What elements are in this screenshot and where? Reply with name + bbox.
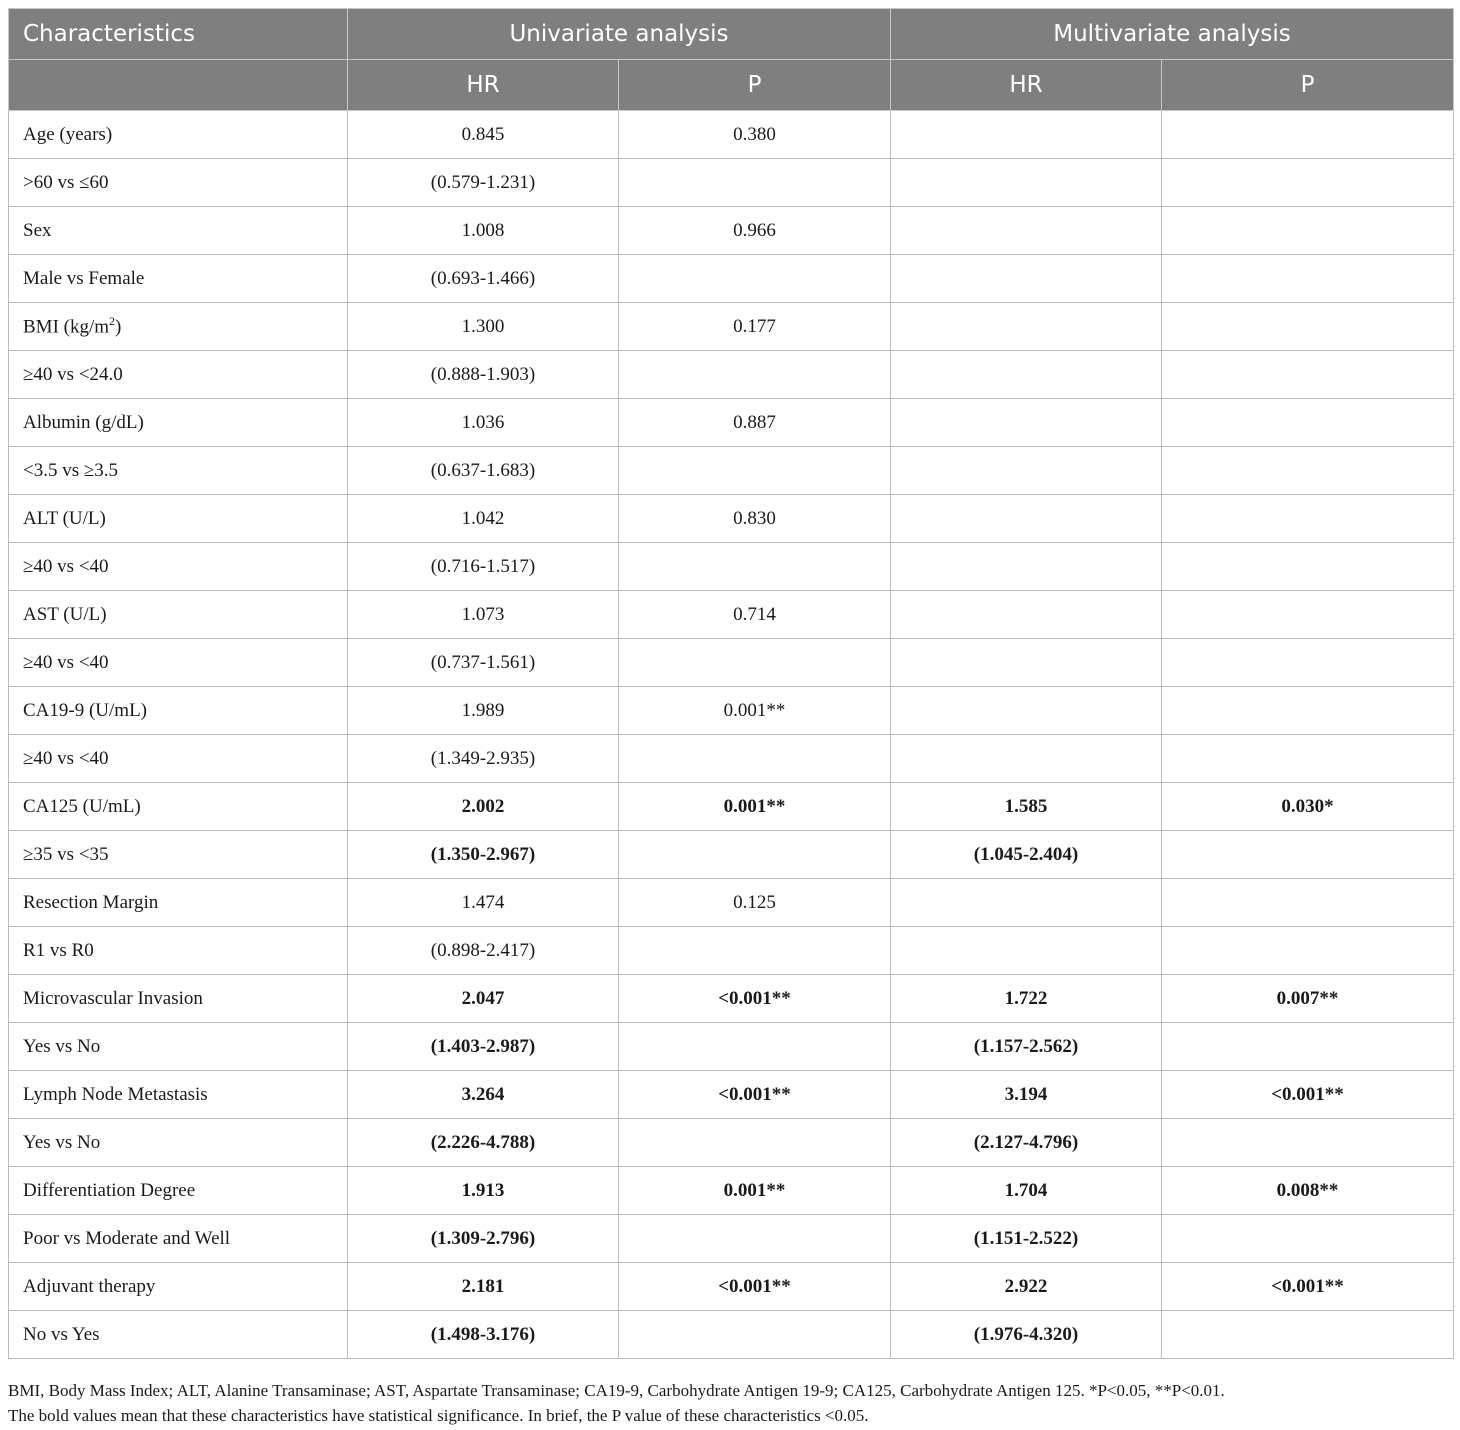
- univariate-p-cell: [619, 1119, 891, 1167]
- row-label: Lymph Node Metastasis: [9, 1071, 348, 1119]
- table-row: [9, 1311, 1454, 1359]
- multivariate-hr-cell: 2.922: [891, 1263, 1162, 1311]
- multivariate-hr-cell: (1.045-2.404): [891, 831, 1162, 879]
- univariate-p-cell: 0.887: [619, 399, 891, 447]
- univariate-hr-cell: 1.036: [348, 399, 619, 447]
- multivariate-p-cell: 0.007**: [1162, 975, 1454, 1023]
- multivariate-hr-cell: 1.585: [891, 783, 1162, 831]
- multivariate-p-cell: [1162, 495, 1454, 543]
- table-row: [9, 1215, 1454, 1263]
- multivariate-p-cell: [1162, 591, 1454, 639]
- univariate-hr-cell: (1.350-2.967): [348, 831, 619, 879]
- univariate-p-cell: <0.001**: [619, 1071, 891, 1119]
- univariate-hr-cell: (0.579-1.231): [348, 159, 619, 207]
- table-body: [9, 111, 1454, 1359]
- table-row: [9, 687, 1454, 735]
- table-row: [9, 255, 1454, 303]
- results-table-container: [8, 8, 1453, 1359]
- multivariate-p-cell: [1162, 1119, 1454, 1167]
- multivariate-p-cell: [1162, 399, 1454, 447]
- univariate-p-cell: [619, 351, 891, 399]
- univariate-p-cell: [619, 1311, 891, 1359]
- univariate-p-cell: [619, 543, 891, 591]
- header-univariate-hr: HR: [348, 60, 619, 111]
- row-label: Poor vs Moderate and Well: [9, 1215, 348, 1263]
- header-univariate-p: P: [619, 60, 891, 111]
- multivariate-p-cell: 0.008**: [1162, 1167, 1454, 1215]
- multivariate-hr-cell: [891, 543, 1162, 591]
- row-label: No vs Yes: [9, 1311, 348, 1359]
- multivariate-hr-cell: [891, 735, 1162, 783]
- multivariate-p-cell: [1162, 1215, 1454, 1263]
- univariate-hr-cell: 3.264: [348, 1071, 619, 1119]
- header-multivariate-hr: HR: [891, 60, 1162, 111]
- table-row: [9, 495, 1454, 543]
- multivariate-p-cell: [1162, 735, 1454, 783]
- table-row: [9, 927, 1454, 975]
- header-row-top: [9, 9, 1454, 60]
- row-label: <3.5 vs ≥3.5: [9, 447, 348, 495]
- row-label: CA19-9 (U/mL): [9, 687, 348, 735]
- header-univariate: Univariate analysis: [348, 9, 891, 60]
- table-row: [9, 207, 1454, 255]
- multivariate-hr-cell: [891, 927, 1162, 975]
- multivariate-hr-cell: [891, 399, 1162, 447]
- multivariate-p-cell: [1162, 255, 1454, 303]
- univariate-p-cell: <0.001**: [619, 1263, 891, 1311]
- row-label: Microvascular Invasion: [9, 975, 348, 1023]
- multivariate-p-cell: [1162, 687, 1454, 735]
- univariate-p-cell: 0.001**: [619, 687, 891, 735]
- univariate-p-cell: 0.714: [619, 591, 891, 639]
- univariate-hr-cell: (0.693-1.466): [348, 255, 619, 303]
- univariate-hr-cell: 2.002: [348, 783, 619, 831]
- univariate-p-cell: [619, 1023, 891, 1071]
- univariate-hr-cell: (0.716-1.517): [348, 543, 619, 591]
- univariate-p-cell: 0.966: [619, 207, 891, 255]
- multivariate-hr-cell: (1.157-2.562): [891, 1023, 1162, 1071]
- multivariate-hr-cell: (2.127-4.796): [891, 1119, 1162, 1167]
- table-row: [9, 1263, 1454, 1311]
- univariate-hr-cell: 1.989: [348, 687, 619, 735]
- multivariate-hr-cell: [891, 591, 1162, 639]
- multivariate-p-cell: <0.001**: [1162, 1263, 1454, 1311]
- multivariate-p-cell: [1162, 879, 1454, 927]
- univariate-hr-cell: (2.226-4.788): [348, 1119, 619, 1167]
- table-row: [9, 447, 1454, 495]
- row-label: ALT (U/L): [9, 495, 348, 543]
- multivariate-hr-cell: 3.194: [891, 1071, 1162, 1119]
- row-label: >60 vs ≤60: [9, 159, 348, 207]
- univariate-p-cell: 0.380: [619, 111, 891, 159]
- multivariate-hr-cell: [891, 159, 1162, 207]
- univariate-hr-cell: (0.898-2.417): [348, 927, 619, 975]
- table-row: [9, 1071, 1454, 1119]
- table-row: [9, 159, 1454, 207]
- univariate-p-cell: [619, 255, 891, 303]
- multivariate-hr-cell: [891, 495, 1162, 543]
- table-row: [9, 111, 1454, 159]
- row-label: Sex: [9, 207, 348, 255]
- table-row: [9, 1167, 1454, 1215]
- row-label: ≥40 vs <40: [9, 543, 348, 591]
- multivariate-hr-cell: [891, 639, 1162, 687]
- table-row: [9, 831, 1454, 879]
- row-label: Adjuvant therapy: [9, 1263, 348, 1311]
- hazard-ratio-table: [8, 8, 1454, 1359]
- multivariate-hr-cell: [891, 687, 1162, 735]
- multivariate-hr-cell: 1.704: [891, 1167, 1162, 1215]
- univariate-p-cell: 0.125: [619, 879, 891, 927]
- univariate-hr-cell: 1.073: [348, 591, 619, 639]
- multivariate-p-cell: [1162, 351, 1454, 399]
- header-characteristics: Characteristics: [9, 9, 348, 60]
- multivariate-hr-cell: (1.151-2.522): [891, 1215, 1162, 1263]
- multivariate-p-cell: [1162, 927, 1454, 975]
- univariate-hr-cell: (0.637-1.683): [348, 447, 619, 495]
- univariate-hr-cell: 2.047: [348, 975, 619, 1023]
- row-label: Resection Margin: [9, 879, 348, 927]
- univariate-hr-cell: 2.181: [348, 1263, 619, 1311]
- table-footnote: [8, 1378, 1453, 1428]
- header-empty: [9, 60, 348, 111]
- multivariate-p-cell: <0.001**: [1162, 1071, 1454, 1119]
- row-label: Yes vs No: [9, 1023, 348, 1071]
- univariate-p-cell: [619, 1215, 891, 1263]
- row-label: ≥40 vs <24.0: [9, 351, 348, 399]
- univariate-p-cell: [619, 447, 891, 495]
- univariate-hr-cell: 1.913: [348, 1167, 619, 1215]
- multivariate-p-cell: [1162, 1311, 1454, 1359]
- footnote-abbreviations: BMI, Body Mass Index; ALT, Alanine Transaminase; AST, Aspartate Transaminase; CA19-9, Carbohydrate Antigen 19-9; CA125, Carbohydrate Antigen 125. *P<0.05, **P<0.01.: [8, 1381, 1225, 1400]
- table-row: [9, 783, 1454, 831]
- row-label: R1 vs R0: [9, 927, 348, 975]
- multivariate-p-cell: [1162, 639, 1454, 687]
- multivariate-p-cell: [1162, 447, 1454, 495]
- row-label: ≥35 vs <35: [9, 831, 348, 879]
- multivariate-hr-cell: [891, 447, 1162, 495]
- univariate-p-cell: [619, 831, 891, 879]
- multivariate-p-cell: [1162, 111, 1454, 159]
- univariate-hr-cell: (0.737-1.561): [348, 639, 619, 687]
- univariate-hr-cell: (1.309-2.796): [348, 1215, 619, 1263]
- univariate-p-cell: 0.001**: [619, 783, 891, 831]
- univariate-p-cell: 0.177: [619, 303, 891, 351]
- row-label: Male vs Female: [9, 255, 348, 303]
- table-row: [9, 351, 1454, 399]
- multivariate-hr-cell: [891, 255, 1162, 303]
- multivariate-hr-cell: [891, 303, 1162, 351]
- table-row: [9, 735, 1454, 783]
- row-label: ≥40 vs <40: [9, 639, 348, 687]
- header-multivariate: Multivariate analysis: [891, 9, 1454, 60]
- univariate-p-cell: [619, 159, 891, 207]
- univariate-hr-cell: (1.498-3.176): [348, 1311, 619, 1359]
- row-label: CA125 (U/mL): [9, 783, 348, 831]
- univariate-p-cell: 0.830: [619, 495, 891, 543]
- univariate-p-cell: [619, 639, 891, 687]
- multivariate-hr-cell: [891, 351, 1162, 399]
- multivariate-p-cell: 0.030*: [1162, 783, 1454, 831]
- table-row: [9, 1119, 1454, 1167]
- footnote-bold-note: The bold values mean that these characteristics have statistical significance. In brief, the P value of these characteristics <0.05.: [8, 1406, 869, 1425]
- univariate-hr-cell: 1.008: [348, 207, 619, 255]
- multivariate-hr-cell: [891, 111, 1162, 159]
- row-label: Albumin (g/dL): [9, 399, 348, 447]
- row-label: ≥40 vs <40: [9, 735, 348, 783]
- header-multivariate-p: P: [1162, 60, 1454, 111]
- row-label: Differentiation Degree: [9, 1167, 348, 1215]
- table-row: [9, 1023, 1454, 1071]
- row-label: AST (U/L): [9, 591, 348, 639]
- multivariate-p-cell: [1162, 207, 1454, 255]
- univariate-p-cell: 0.001**: [619, 1167, 891, 1215]
- row-label: Yes vs No: [9, 1119, 348, 1167]
- table-row: [9, 975, 1454, 1023]
- table-row: [9, 591, 1454, 639]
- header-row-sub: [9, 60, 1454, 111]
- multivariate-p-cell: [1162, 159, 1454, 207]
- univariate-hr-cell: 1.300: [348, 303, 619, 351]
- univariate-hr-cell: 1.042: [348, 495, 619, 543]
- multivariate-hr-cell: [891, 207, 1162, 255]
- univariate-p-cell: [619, 927, 891, 975]
- multivariate-hr-cell: (1.976-4.320): [891, 1311, 1162, 1359]
- multivariate-hr-cell: 1.722: [891, 975, 1162, 1023]
- table-row: [9, 639, 1454, 687]
- univariate-hr-cell: (1.403-2.987): [348, 1023, 619, 1071]
- table-row: [9, 879, 1454, 927]
- multivariate-hr-cell: [891, 879, 1162, 927]
- table-row: [9, 303, 1454, 351]
- univariate-hr-cell: (1.349-2.935): [348, 735, 619, 783]
- multivariate-p-cell: [1162, 831, 1454, 879]
- multivariate-p-cell: [1162, 1023, 1454, 1071]
- univariate-p-cell: <0.001**: [619, 975, 891, 1023]
- multivariate-p-cell: [1162, 303, 1454, 351]
- univariate-hr-cell: 1.474: [348, 879, 619, 927]
- univariate-hr-cell: 0.845: [348, 111, 619, 159]
- univariate-p-cell: [619, 735, 891, 783]
- table-row: [9, 399, 1454, 447]
- row-label: Age (years): [9, 111, 348, 159]
- multivariate-p-cell: [1162, 543, 1454, 591]
- row-label: BMI $(kg/m^2)$: [9, 303, 348, 351]
- table-row: [9, 543, 1454, 591]
- univariate-hr-cell: (0.888-1.903): [348, 351, 619, 399]
